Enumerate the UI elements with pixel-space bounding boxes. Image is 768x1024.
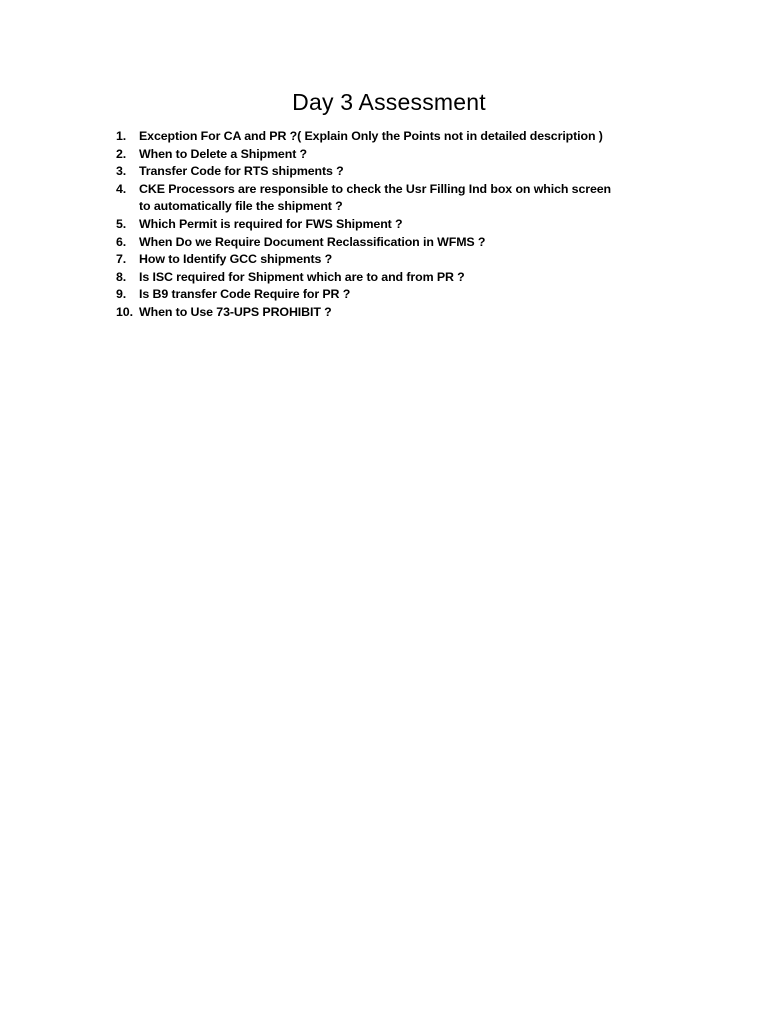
list-item [116, 163, 636, 181]
question-text: CKE Processors are responsible to check the Usr Filling Ind box on which screen to automatically file the shipment ? [139, 181, 612, 214]
question-number: 3. [116, 164, 127, 179]
question-text: Transfer Code for RTS shipments ? [139, 164, 344, 179]
question-number: 6. [116, 234, 127, 249]
list-item [116, 234, 636, 252]
question-text: Which Permit is required for FWS Shipment ? [139, 216, 403, 231]
question-number: 7. [116, 252, 127, 267]
question-number: 9. [116, 287, 127, 302]
document-title: Day 3 Assessment [292, 89, 486, 115]
question-text: How to Identify GCC shipments ? [139, 252, 333, 267]
list-item [116, 251, 636, 269]
list-item [116, 304, 636, 322]
question-number: 5. [116, 216, 127, 231]
question-number: 8. [116, 269, 127, 284]
question-text: When to Use 73-UPS PROHIBIT ? [139, 304, 332, 319]
question-text: When Do we Require Document Reclassification in WFMS ? [139, 234, 486, 249]
question-list [116, 128, 636, 322]
question-number: 4. [116, 181, 127, 196]
list-item [116, 286, 636, 304]
question-text: When to Delete a Shipment ? [139, 146, 308, 161]
list-item [116, 269, 636, 287]
question-text: Is B9 transfer Code Require for PR ? [139, 287, 351, 302]
list-item [116, 146, 636, 164]
question-number: 2. [116, 146, 127, 161]
list-item [116, 216, 636, 234]
question-number: 1. [116, 129, 127, 143]
list-item [116, 181, 636, 216]
question-text: Is ISC required for Shipment which are to and from PR ? [139, 269, 465, 284]
question-number: 10. [116, 304, 133, 319]
question-text: Exception For CA and PR ?( Explain Only the Points not in detailed description ) [139, 129, 603, 143]
list-item [116, 128, 636, 146]
